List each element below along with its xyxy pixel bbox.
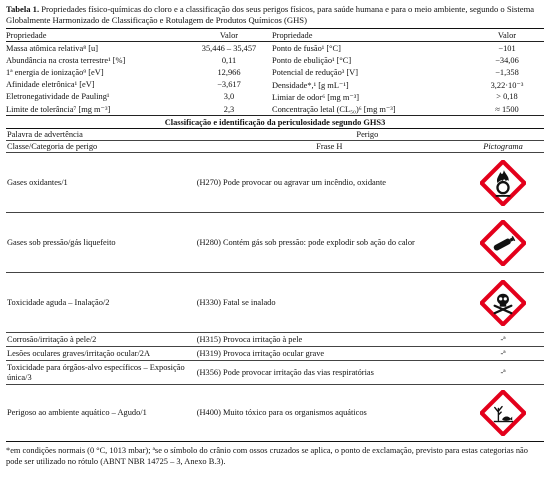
property-value: 0,11 xyxy=(221,55,237,65)
signal-word-value: Perigo xyxy=(191,129,544,141)
table-row xyxy=(6,347,544,361)
header-valor-1: Valor xyxy=(219,30,239,40)
hazard-class: Toxicidade aguda – Inalação/2 xyxy=(6,273,191,333)
property-name: Concentração letal (CL₅₀)⁶ [mg m⁻³] xyxy=(272,105,396,115)
table-row xyxy=(6,153,544,213)
table-row xyxy=(6,385,544,441)
col-header-pictogram: Pictograma xyxy=(462,141,544,153)
property-value: > 0,18 xyxy=(496,92,518,102)
table-row xyxy=(6,333,544,347)
gas-cylinder-icon xyxy=(480,220,526,266)
properties-header-row xyxy=(6,29,544,41)
properties-body xyxy=(6,42,544,115)
properties-table xyxy=(6,29,544,41)
pictogram-cell xyxy=(462,385,544,441)
hazard-phrase: (H319) Provoca irritação ocular grave xyxy=(191,347,462,361)
table-row xyxy=(6,79,544,91)
property-name: Limite de tolerância⁷ [mg m⁻³] xyxy=(6,105,111,115)
table-row xyxy=(6,361,544,385)
flame-over-circle-icon xyxy=(480,160,526,206)
hazard-class: Gases oxidantes/1 xyxy=(6,153,191,213)
bottom-rule xyxy=(6,441,544,442)
pictogram-note: -ª xyxy=(462,361,544,385)
table-row xyxy=(6,54,544,66)
table-caption xyxy=(6,4,544,26)
ghs-table xyxy=(6,116,544,441)
table-row xyxy=(6,91,544,103)
property-value: −101 xyxy=(498,43,516,53)
hazard-phrase: (H315) Provoca irritação à pele xyxy=(191,333,462,347)
property-name: Limiar de odor⁶ [mg m⁻³] xyxy=(272,92,360,102)
property-value: 3,22·10⁻³ xyxy=(490,80,524,90)
hazard-phrase: (H356) Pode provocar irritação das vias respiratórias xyxy=(191,361,462,385)
property-name: Potencial de redução³ [V] xyxy=(272,67,358,77)
table-row xyxy=(6,213,544,273)
property-value: 3,0 xyxy=(223,92,235,102)
property-name: Ponto de fusão¹ [°C] xyxy=(272,43,341,53)
property-name: Densidade*,¹ [g mL⁻¹] xyxy=(272,80,349,90)
hazard-phrase: (H330) Fatal se inalado xyxy=(191,273,462,333)
property-value: 2,3 xyxy=(223,104,235,114)
property-name: 1ª energia de ionização⁹ [eV] xyxy=(6,67,104,77)
col-header-phrase: Frase H xyxy=(191,141,462,153)
signal-word-label: Palavra de advertência xyxy=(6,129,191,141)
hazard-class: Toxicidade para órgãos-alvo específicos – Exposição única/3 xyxy=(6,361,191,385)
caption-label: Tabela 1. xyxy=(6,4,40,14)
caption-text: Propriedades físico-químicas do cloro e a classificação dos seus perigos físicos, para saúde humana e para o meio ambiente, segundo o Sistema Globalmente Harmonizado de Classificação e Rotulagem de Produtos Químicos (GHS) xyxy=(6,4,535,25)
hazard-class: Lesões oculares graves/irritação ocular/2A xyxy=(6,347,191,361)
header-propriedade-1: Propriedade xyxy=(6,30,47,40)
property-name: Massa atômica relativa⁸ [u] xyxy=(6,43,98,53)
table-row xyxy=(6,103,544,115)
footnote: *em condições normais (0 °C, 1013 mbar); ªse o símbolo do crânio com ossos cruzados se aplica, o ponto de exclamação, previsto para estas categorias não pode ser utilizado no rótulo (ABNT NBR 14725 – 3, Anexo B.3). xyxy=(6,445,528,466)
header-valor-2: Valor xyxy=(497,30,517,40)
property-name: Abundância na crosta terrestre¹ [%] xyxy=(6,55,126,65)
property-value: −34,06 xyxy=(495,55,519,65)
property-value: 12,966 xyxy=(217,67,241,77)
hazard-class: Gases sob pressão/gás liquefeito xyxy=(6,213,191,273)
table-row xyxy=(6,42,544,54)
col-header-class: Classe/Categoria de perigo xyxy=(6,141,191,153)
header-propriedade-2: Propriedade xyxy=(272,30,313,40)
property-value: −1,358 xyxy=(495,67,519,77)
property-name: Eletronegatividade de Pauling¹ xyxy=(6,92,110,102)
property-value: 35,446 – 35,457 xyxy=(201,43,257,53)
table-document xyxy=(6,4,544,475)
pictogram-note: -ª xyxy=(462,333,544,347)
property-value: ≈ 1500 xyxy=(495,104,519,114)
pictogram-note: -ª xyxy=(462,347,544,361)
ghs-section-title: Classificação e identificação da periculosidade segundo GHS3 xyxy=(164,117,386,127)
table-row xyxy=(6,273,544,333)
property-name: Ponto de ebulição¹ [°C] xyxy=(272,55,352,65)
property-name: Afinidade eletrônica¹ [eV] xyxy=(6,80,95,90)
pictogram-cell xyxy=(462,273,544,333)
environment-icon xyxy=(480,390,526,436)
table-row xyxy=(6,66,544,78)
hazard-phrase: (H270) Pode provocar ou agravar um incêndio, oxidante xyxy=(191,153,462,213)
property-value: −3,617 xyxy=(217,80,241,90)
pictogram-cell xyxy=(462,213,544,273)
hazard-phrase: (H400) Muito tóxico para os organismos aquáticos xyxy=(191,385,462,441)
hazard-class: Perigoso ao ambiente aquático – Agudo/1 xyxy=(6,385,191,441)
hazard-phrase: (H280) Contém gás sob pressão: pode explodir sob ação do calor xyxy=(191,213,462,273)
pictogram-cell xyxy=(462,153,544,213)
hazard-class: Corrosão/irritação à pele/2 xyxy=(6,333,191,347)
skull-crossbones-icon xyxy=(480,280,526,326)
